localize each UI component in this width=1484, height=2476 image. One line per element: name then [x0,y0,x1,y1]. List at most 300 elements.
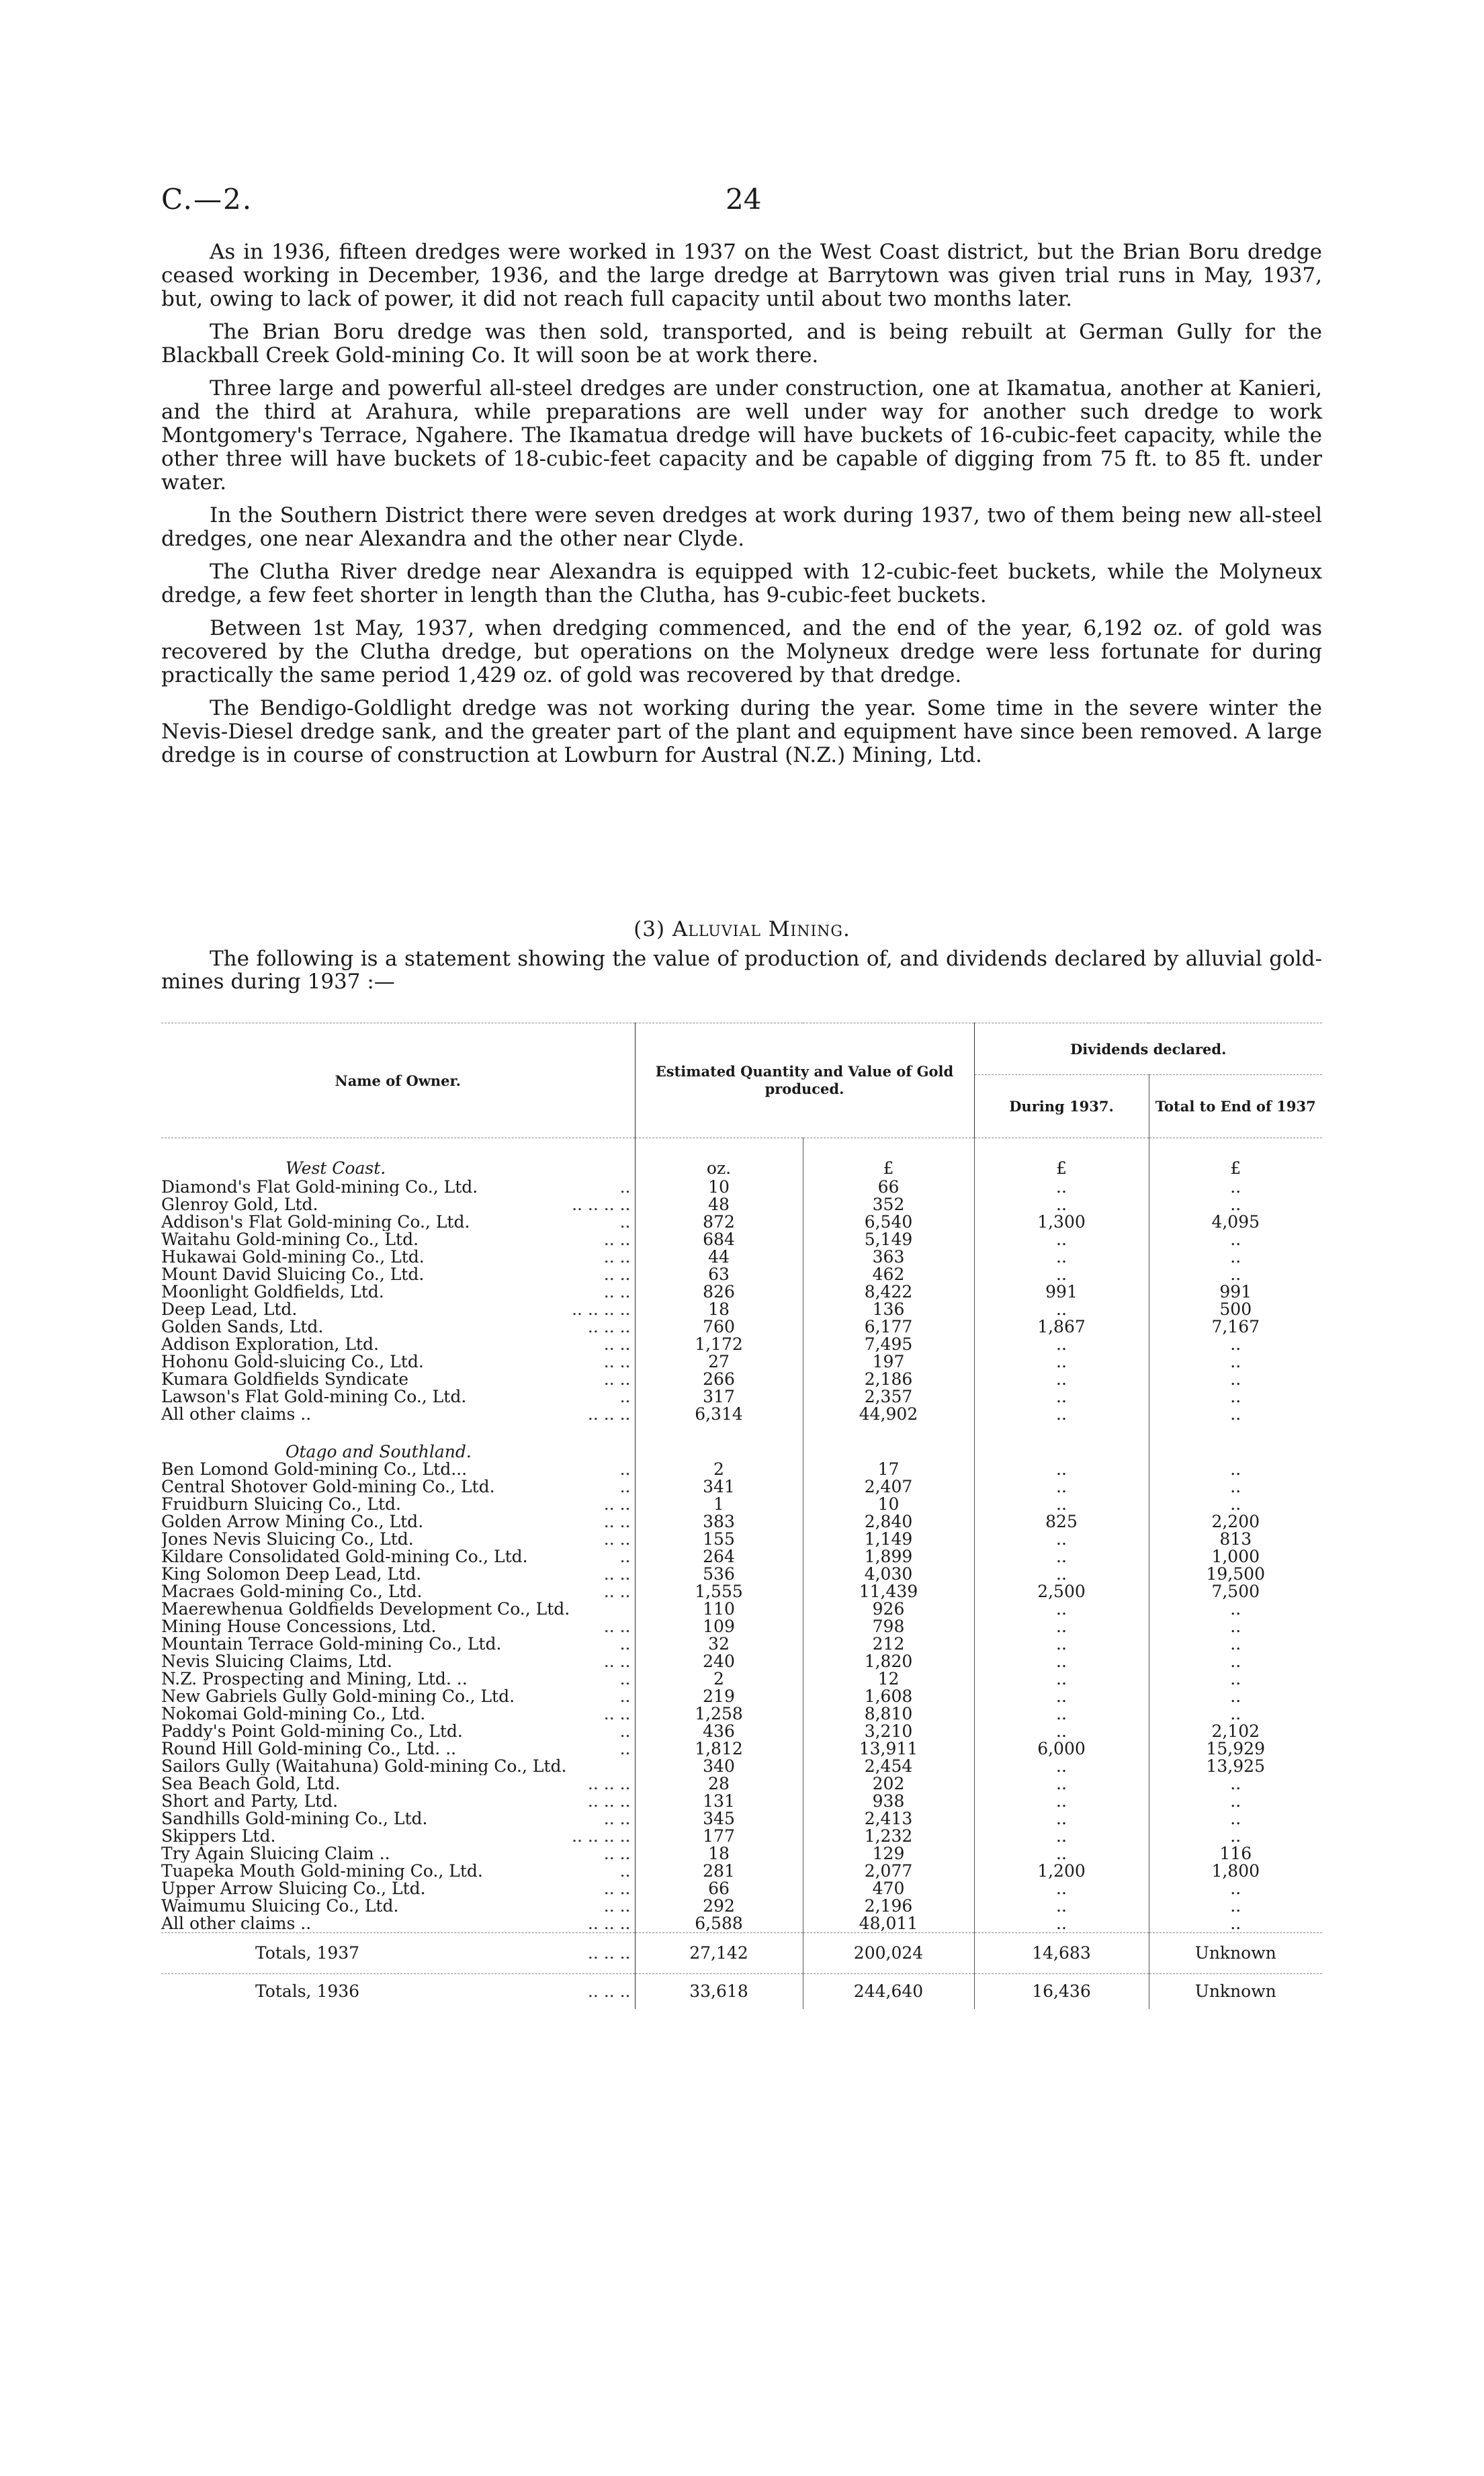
during-cell: .. [974,1301,1149,1318]
value-cell: 5,149 [803,1231,974,1248]
owner-name: Macraes Gold-mining Co., Ltd. [161,1583,423,1600]
owner-cell [161,1353,635,1371]
owner-name: Lawson's Flat Gold-mining Co., Ltd. [161,1388,467,1406]
leader-dots: .. [619,1723,631,1740]
leader-dots: .. .. [603,1248,631,1266]
table-row [161,1179,1322,1196]
during-cell: .. [974,1231,1149,1248]
oz-cell: 684 [635,1231,803,1248]
paragraph: The Brian Boru dredge was then sold, transported, and is being rebuilt at German Gully for the Blackball Creek Gold-mining Co. It will soon be at work there. [161,320,1322,368]
owner-name: Hohonu Gold-sluicing Co., Ltd. [161,1353,424,1371]
total-cell: .. [1149,1179,1322,1196]
owner-cell [161,1845,635,1863]
value-cell: 13,911 [803,1740,974,1758]
during-cell: .. [974,1248,1149,1266]
oz-cell: 63 [635,1266,803,1283]
value-cell: 2,196 [803,1897,974,1915]
during-cell: 991 [974,1283,1149,1301]
leader-dots: .. .. .. [587,1981,631,2001]
leader-dots: .. .. [603,1231,631,1248]
owner-name: Ben Lomond Gold-mining Co., Ltd... [161,1461,468,1478]
owner-cell [161,1670,635,1688]
total-cell: .. [1149,1248,1322,1266]
total-cell: .. [1149,1266,1322,1283]
value-cell: 8,810 [803,1705,974,1723]
during-cell: .. [974,1723,1149,1740]
value-cell: 129 [803,1845,974,1863]
value-cell: 2,077 [803,1863,974,1880]
table-row [161,1478,1322,1496]
leader-dots: .. .. [603,1705,631,1723]
total-cell: .. [1149,1406,1322,1423]
region-row [161,1158,1322,1179]
value-cell: 352 [803,1196,974,1213]
total-cell: .. [1149,1371,1322,1388]
oz-cell: 155 [635,1531,803,1548]
total-cell: .. [1149,1705,1322,1723]
owner-cell [161,1231,635,1248]
owner-name: Waitahu Gold-mining Co., Ltd. [161,1231,419,1248]
owner-name: Totals, 1936 [255,1981,360,2001]
table-row [161,1548,1322,1566]
region-label: West Coast. [286,1158,386,1178]
total-cell: .. [1149,1828,1322,1845]
paragraph: Three large and powerful all-steel dredges are under construction, one at Ikamatua, another at Kanieri, and the third at Arahura, while preparations are well under way for another such dredge to work Montgomery's Terrace, Ngahere. The Ikamatua dredge will have buckets of 16-cubic-feet capacity, while the other three will have buckets of 18-cubic-feet capacity and be capable of digging from 75 ft. to 85 ft. under water. [161,376,1322,495]
owner-name: Nevis Sluicing Claims, Ltd. [161,1653,392,1670]
value-cell: 212 [803,1635,974,1653]
during-cell: .. [974,1461,1149,1478]
leader-dots: .. [619,1179,631,1196]
owner-cell [161,1688,635,1705]
oz-cell: 109 [635,1618,803,1635]
leader-dots: .. .. [603,1496,631,1513]
owner-name: Sandhills Gold-mining Co., Ltd. [161,1810,428,1828]
owner-name: Addison's Flat Gold-mining Co., Ltd. [161,1213,470,1231]
total-cell: .. [1149,1336,1322,1353]
leader-dots: .. .. [603,1810,631,1828]
owner-cell [161,1863,635,1880]
owner-cell [161,1388,635,1406]
leader-dots: .. .. [603,1583,631,1600]
during-cell: .. [974,1478,1149,1496]
header-total: Total to End of 1937 [1149,1075,1322,1138]
owner-cell [161,1496,635,1513]
oz-cell: 264 [635,1548,803,1566]
owner-name: Fruidburn Sluicing Co., Ltd. [161,1496,401,1513]
leader-dots: .. [619,1740,631,1758]
total-cell: 7,500 [1149,1583,1322,1600]
owner-name: Glenroy Gold, Ltd. [161,1196,318,1213]
owner-name: Sea Beach Gold, Ltd. [161,1775,341,1793]
leader-dots: .. .. .. [587,1775,631,1793]
during-cell: 16,436 [974,1974,1149,2010]
header-during: During 1937. [974,1075,1149,1138]
owner-cell [161,1723,635,1740]
value-cell: 7,495 [803,1336,974,1353]
table-row [161,1248,1322,1266]
during-cell: .. [974,1600,1149,1618]
oz-cell: 131 [635,1793,803,1810]
during-cell: .. [974,1196,1149,1213]
owner-cell [161,1653,635,1670]
owner-name: Mountain Terrace Gold-mining Co., Ltd. [161,1635,502,1653]
table-row [161,1406,1322,1423]
value-cell: 8,422 [803,1283,974,1301]
table-row [161,1775,1322,1793]
oz-cell: 27 [635,1353,803,1371]
leader-dots: .. .. [603,1513,631,1531]
owner-cell [161,1283,635,1301]
oz-cell: 110 [635,1600,803,1618]
unit-value: £ [803,1158,974,1179]
during-cell: 1,300 [974,1213,1149,1231]
table-row [161,1688,1322,1705]
page-header [0,183,1484,216]
table-row [161,1974,1322,2010]
table-row [161,1810,1322,1828]
owner-name: Diamond's Flat Gold-mining Co., Ltd. [161,1179,478,1196]
leader-dots: .. .. [603,1897,631,1915]
value-cell: 1,820 [803,1653,974,1670]
total-cell: 2,200 [1149,1513,1322,1531]
value-cell: 202 [803,1775,974,1793]
oz-cell: 48 [635,1196,803,1213]
value-cell: 2,357 [803,1388,974,1406]
total-cell: .. [1149,1496,1322,1513]
oz-cell: 345 [635,1810,803,1828]
owner-name: Round Hill Gold-mining Co., Ltd. .. [161,1740,457,1758]
total-cell: 19,500 [1149,1566,1322,1583]
total-cell: 1,800 [1149,1863,1322,1880]
oz-cell: 1 [635,1496,803,1513]
table-row [161,1618,1322,1635]
oz-cell: 872 [635,1213,803,1231]
owner-cell [161,1705,635,1723]
during-cell: .. [974,1566,1149,1583]
table-row [161,1266,1322,1283]
oz-cell: 6,314 [635,1406,803,1423]
oz-cell: 10 [635,1179,803,1196]
page-number: 24 [726,183,762,216]
owner-cell [161,1828,635,1845]
owner-cell [161,1740,635,1758]
oz-cell: 27,142 [635,1933,803,1974]
oz-cell: 536 [635,1566,803,1583]
owner-cell [161,1635,635,1653]
paragraph: As in 1936, fifteen dredges were worked in 1937 on the West Coast district, but the Brian Boru dredge ceased working in December, 1936, and the large dredge at Barrytown was given trial runs in May, 1937, but, owing to lack of power, it did not reach full capacity until about two months later. [161,240,1322,311]
leader-dots: .. [619,1548,631,1566]
during-cell: .. [974,1758,1149,1775]
body-text [161,241,1322,777]
table-intro: The following is a statement showing the value of production of, and dividends declared by alluvial gold-mines during 1937 :— [161,947,1322,994]
during-cell: .. [974,1371,1149,1388]
total-cell: .. [1149,1461,1322,1478]
oz-cell: 44 [635,1248,803,1266]
leader-dots: .. .. [603,1336,631,1353]
during-cell: .. [974,1845,1149,1863]
document-code: C.—2. [161,183,253,216]
leader-dots: .. .. .. .. [572,1196,631,1213]
total-cell: 116 [1149,1845,1322,1863]
total-cell: .. [1149,1618,1322,1635]
header-estimated: Estimated Quantity and Value of Gold produced. [635,1023,974,1138]
value-cell: 938 [803,1793,974,1810]
total-cell: 4,095 [1149,1213,1322,1231]
total-cell: Unknown [1149,1974,1322,2010]
oz-cell: 266 [635,1371,803,1388]
oz-cell: 1,812 [635,1740,803,1758]
value-cell: 462 [803,1266,974,1283]
during-cell: .. [974,1793,1149,1810]
owner-name: Skippers Ltd. [161,1828,276,1845]
oz-cell: 292 [635,1897,803,1915]
total-cell: .. [1149,1688,1322,1705]
header-name-of-owner: Name of Owner. [161,1023,635,1138]
owner-cell [161,1618,635,1635]
total-cell: 13,925 [1149,1758,1322,1775]
leader-dots: .. .. [603,1371,631,1388]
table-row [161,1566,1322,1583]
value-cell: 66 [803,1179,974,1196]
during-cell: .. [974,1653,1149,1670]
table-row [161,1388,1322,1406]
leader-dots: .. .. [603,1353,631,1371]
total-cell: .. [1149,1670,1322,1688]
total-cell: .. [1149,1231,1322,1248]
total-cell: .. [1149,1775,1322,1793]
table-row [161,1461,1322,1478]
owner-cell [161,1531,635,1548]
leader-dots: .. .. .. [587,1915,631,1933]
oz-cell: 33,618 [635,1974,803,2010]
owner-name: N.Z. Prospecting and Mining, Ltd. .. [161,1670,468,1688]
owner-name: Moonlight Goldfields, Ltd. [161,1283,384,1301]
value-cell: 11,439 [803,1583,974,1600]
during-cell: 825 [974,1513,1149,1531]
total-cell: .. [1149,1196,1322,1213]
value-cell: 200,024 [803,1933,974,1974]
owner-name: Golden Sands, Ltd. [161,1318,324,1336]
owner-name: Kumara Goldfields Syndicate [161,1371,409,1388]
table-row [161,1600,1322,1618]
during-cell: .. [974,1810,1149,1828]
paragraph: The Bendigo-Goldlight dredge was not working during the year. Some time in the severe winter the Nevis-Diesel dredge sank, and the greater part of the plant and equipment have since been removed. A large dredge is in course of construction at Lowburn for Austral (N.Z.) Mining, Ltd. [161,696,1322,767]
total-cell: .. [1149,1653,1322,1670]
owner-cell [161,1179,635,1196]
table-row [161,1897,1322,1915]
during-cell: .. [974,1496,1149,1513]
unit-during: £ [974,1158,1149,1179]
owner-cell [161,1810,635,1828]
value-cell: 470 [803,1880,974,1897]
production-table [161,1023,1322,2009]
value-cell: 3,210 [803,1723,974,1740]
owner-name: Waimumu Sluicing Co., Ltd. [161,1897,399,1915]
leader-dots: .. .. .. [587,1943,631,1963]
oz-cell: 66 [635,1880,803,1897]
paragraph: The Clutha River dredge near Alexandra is equipped with 12-cubic-feet buckets, while the Molyneux dredge, a few feet shorter in length than the Clutha, has 9-cubic-feet buckets. [161,560,1322,607]
value-cell: 17 [803,1461,974,1478]
owner-name: Kildare Consolidated Gold-mining Co., Ltd. [161,1548,528,1566]
table-row [161,1740,1322,1758]
owner-name: Jones Nevis Sluicing Co., Ltd. [161,1531,414,1548]
total-cell: 813 [1149,1531,1322,1548]
during-cell: 1,200 [974,1863,1149,1880]
owner-cell [161,1915,635,1933]
oz-cell: 436 [635,1723,803,1740]
leader-dots: .. [619,1213,631,1231]
value-cell: 244,640 [803,1974,974,2010]
table-row [161,1723,1322,1740]
table-row [161,1635,1322,1653]
table-row [161,1793,1322,1810]
owner-cell [161,1548,635,1566]
total-cell: 500 [1149,1301,1322,1318]
during-cell: .. [974,1915,1149,1933]
oz-cell: 281 [635,1863,803,1880]
leader-dots: .. [619,1461,631,1478]
table-row [161,1933,1322,1974]
during-cell: .. [974,1775,1149,1793]
table-row [161,1301,1322,1318]
oz-cell: 32 [635,1635,803,1653]
oz-cell: 18 [635,1845,803,1863]
during-cell: .. [974,1635,1149,1653]
total-cell: .. [1149,1388,1322,1406]
owner-cell [161,1406,635,1423]
table-row [161,1531,1322,1548]
leader-dots: .. .. [603,1845,631,1863]
leader-dots: .. .. [603,1266,631,1283]
table-row [161,1863,1322,1880]
value-cell: 2,840 [803,1513,974,1531]
during-cell: .. [974,1406,1149,1423]
owner-name: Golden Arrow Mining Co., Ltd. [161,1513,424,1531]
during-cell: .. [974,1388,1149,1406]
owner-cell [161,1897,635,1915]
owner-cell [161,1248,635,1266]
oz-cell: 219 [635,1688,803,1705]
leader-dots: .. .. [603,1283,631,1301]
leader-dots: .. [619,1863,631,1880]
total-cell: 1,000 [1149,1548,1322,1566]
owner-cell [161,1775,635,1793]
owner-name: Central Shotover Gold-mining Co., Ltd. [161,1478,495,1496]
total-cell: .. [1149,1915,1322,1933]
during-cell: .. [974,1880,1149,1897]
leader-dots: .. .. .. [587,1406,631,1423]
owner-cell [161,1371,635,1388]
table-row [161,1653,1322,1670]
owner-name: Mount David Sluicing Co., Ltd. [161,1266,425,1283]
total-cell: .. [1149,1353,1322,1371]
owner-name: Sailors Gully (Waitahuna) Gold-mining Co., Ltd. [161,1758,567,1775]
region-row [161,1443,1322,1461]
leader-dots: .. .. [603,1618,631,1635]
value-cell: 48,011 [803,1915,974,1933]
leader-dots: .. .. [603,1653,631,1670]
table-row [161,1196,1322,1213]
owner-name: Maerewhenua Goldfields Development Co., Ltd. [161,1600,570,1618]
value-cell: 2,186 [803,1371,974,1388]
owner-cell [161,1793,635,1810]
value-cell: 363 [803,1248,974,1266]
total-cell: .. [1149,1635,1322,1653]
owner-cell [161,1758,635,1775]
oz-cell: 1,172 [635,1336,803,1353]
owner-name: All other claims .. [161,1406,312,1423]
during-cell: .. [974,1705,1149,1723]
leader-dots: .. .. [603,1566,631,1583]
value-cell: 926 [803,1600,974,1618]
oz-cell: 2 [635,1670,803,1688]
total-cell: .. [1149,1793,1322,1810]
value-cell: 1,899 [803,1548,974,1566]
owner-cell [161,1266,635,1283]
value-cell: 1,232 [803,1828,974,1845]
total-cell: .. [1149,1600,1322,1618]
owner-name: New Gabriels Gully Gold-mining Co., Ltd. [161,1688,515,1705]
leader-dots: .. [619,1478,631,1496]
value-cell: 1,149 [803,1531,974,1548]
total-cell: 7,167 [1149,1318,1322,1336]
during-cell: .. [974,1531,1149,1548]
oz-cell: 240 [635,1653,803,1670]
value-cell: 2,413 [803,1810,974,1828]
value-cell: 1,608 [803,1688,974,1705]
oz-cell: 1,555 [635,1583,803,1600]
owner-cell [161,1513,635,1531]
leader-dots: .. [619,1688,631,1705]
leader-dots: .. .. .. [587,1318,631,1336]
table-row [161,1705,1322,1723]
total-cell: .. [1149,1810,1322,1828]
table-row [161,1213,1322,1231]
header-dividends: Dividends declared. [974,1023,1322,1075]
during-cell: .. [974,1828,1149,1845]
during-cell: .. [974,1548,1149,1566]
region-label: Otago and Southland. [286,1443,472,1461]
table-row [161,1513,1322,1531]
value-cell: 10 [803,1496,974,1513]
table-row [161,1336,1322,1353]
table-row [161,1670,1322,1688]
table-row [161,1583,1322,1600]
owner-name: All other claims .. [161,1915,312,1933]
table-row [161,1828,1322,1845]
total-cell: .. [1149,1880,1322,1897]
oz-cell: 28 [635,1775,803,1793]
during-cell: .. [974,1353,1149,1371]
total-cell: 991 [1149,1283,1322,1301]
owner-cell [161,1583,635,1600]
leader-dots: .. [619,1635,631,1653]
leader-dots: .. .. .. .. [572,1301,631,1318]
during-cell: .. [974,1266,1149,1283]
during-cell: 1,867 [974,1318,1149,1336]
table-row [161,1758,1322,1775]
owner-cell [161,1933,635,1974]
owner-name: King Solomon Deep Lead, Ltd. [161,1566,422,1583]
table-row [161,1231,1322,1248]
table-row [161,1845,1322,1863]
owner-cell [161,1880,635,1897]
table-row [161,1371,1322,1388]
section-title: (3) Alluvial Mining. [634,917,850,941]
oz-cell: 1,258 [635,1705,803,1723]
owner-cell [161,1301,635,1318]
leader-dots: .. .. [603,1880,631,1897]
